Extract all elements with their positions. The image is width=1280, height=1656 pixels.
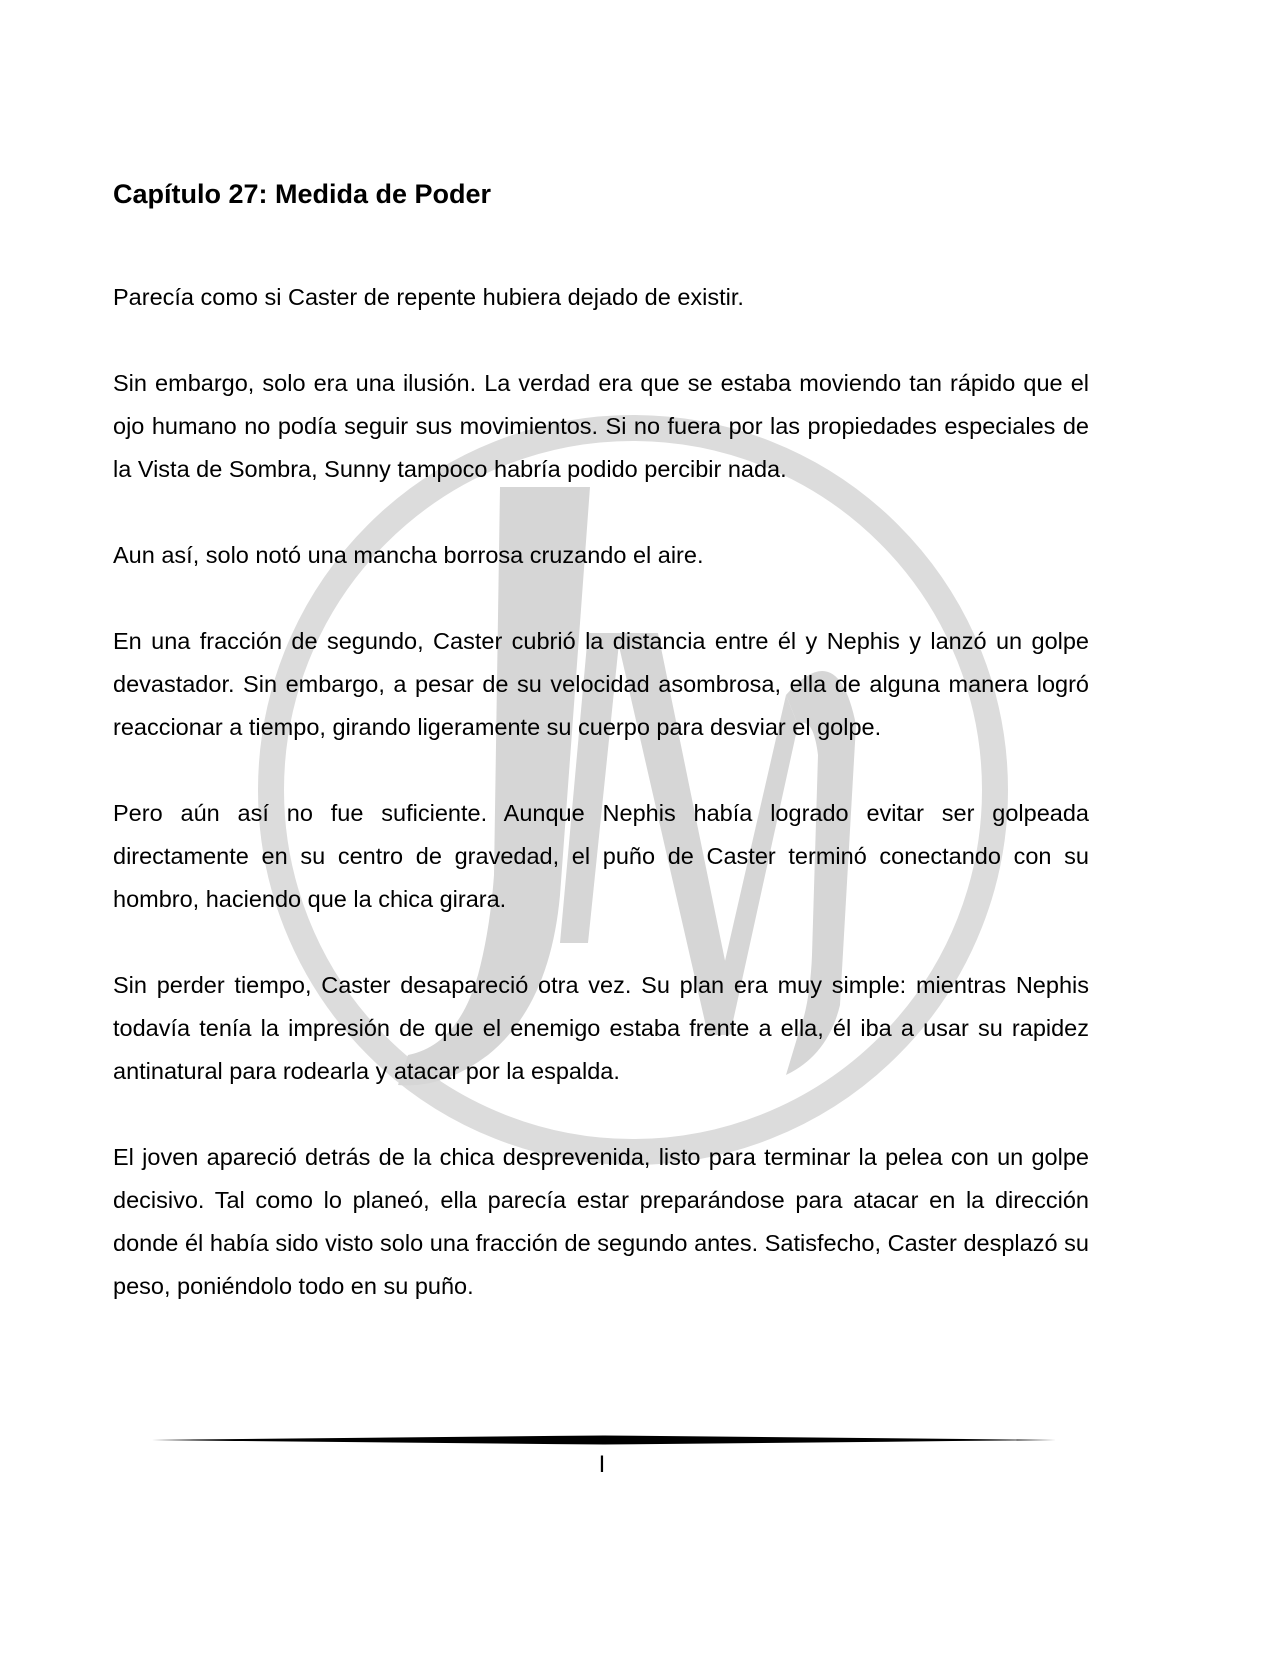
chapter-title: Capítulo 27: Medida de Poder: [113, 179, 492, 209]
paragraph-3: Aun así, solo notó una mancha borrosa cruzando el aire.: [113, 542, 704, 568]
paragraph-5: Pero aún así no fue suficiente. Aunque Nephis había logrado evitar ser golpeada directamente en su centro de gravedad, el puño de Caster terminó conectando con su hombro, haciendo que la chica girara.: [113, 800, 1089, 912]
footer-divider: [152, 1434, 1056, 1446]
page-number: I: [598, 1451, 606, 1478]
chapter-body: [113, 276, 1089, 1308]
paragraph-6: Sin perder tiempo, Caster desapareció otra vez. Su plan era muy simple: mientras Nephis todavía tenía la impresión de que el enemigo estaba frente a ella, él iba a usar su rapidez antinatural para rodearla y atacar por la espalda.: [113, 972, 1089, 1084]
paragraph-7: El joven apareció detrás de la chica desprevenida, listo para terminar la pelea con un golpe decisivo. Tal como lo planeó, ella parecía estar preparándose para atacar en la dirección donde él había sido visto solo una fracción de segundo antes. Satisfecho, Caster desplazó su peso, poniéndolo todo en su puño.: [113, 1144, 1089, 1299]
paragraph-4: En una fracción de segundo, Caster cubrió la distancia entre él y Nephis y lanzó un golpe devastador. Sin embargo, a pesar de su velocidad asombrosa, ella de alguna manera logró reaccionar a tiempo, girando ligeramente su cuerpo para desviar el golpe.: [113, 628, 1089, 740]
chapter-content: [113, 174, 1089, 1308]
paragraph-1: Parecía como si Caster de repente hubiera dejado de existir.: [113, 284, 744, 310]
paragraph-2: Sin embargo, solo era una ilusión. La verdad era que se estaba moviendo tan rápido que el ojo humano no podía seguir sus movimientos. Si no fuera por las propiedades especiales de la Vista de Sombra, Sunny tampoco habría podido percibir nada.: [113, 370, 1089, 482]
